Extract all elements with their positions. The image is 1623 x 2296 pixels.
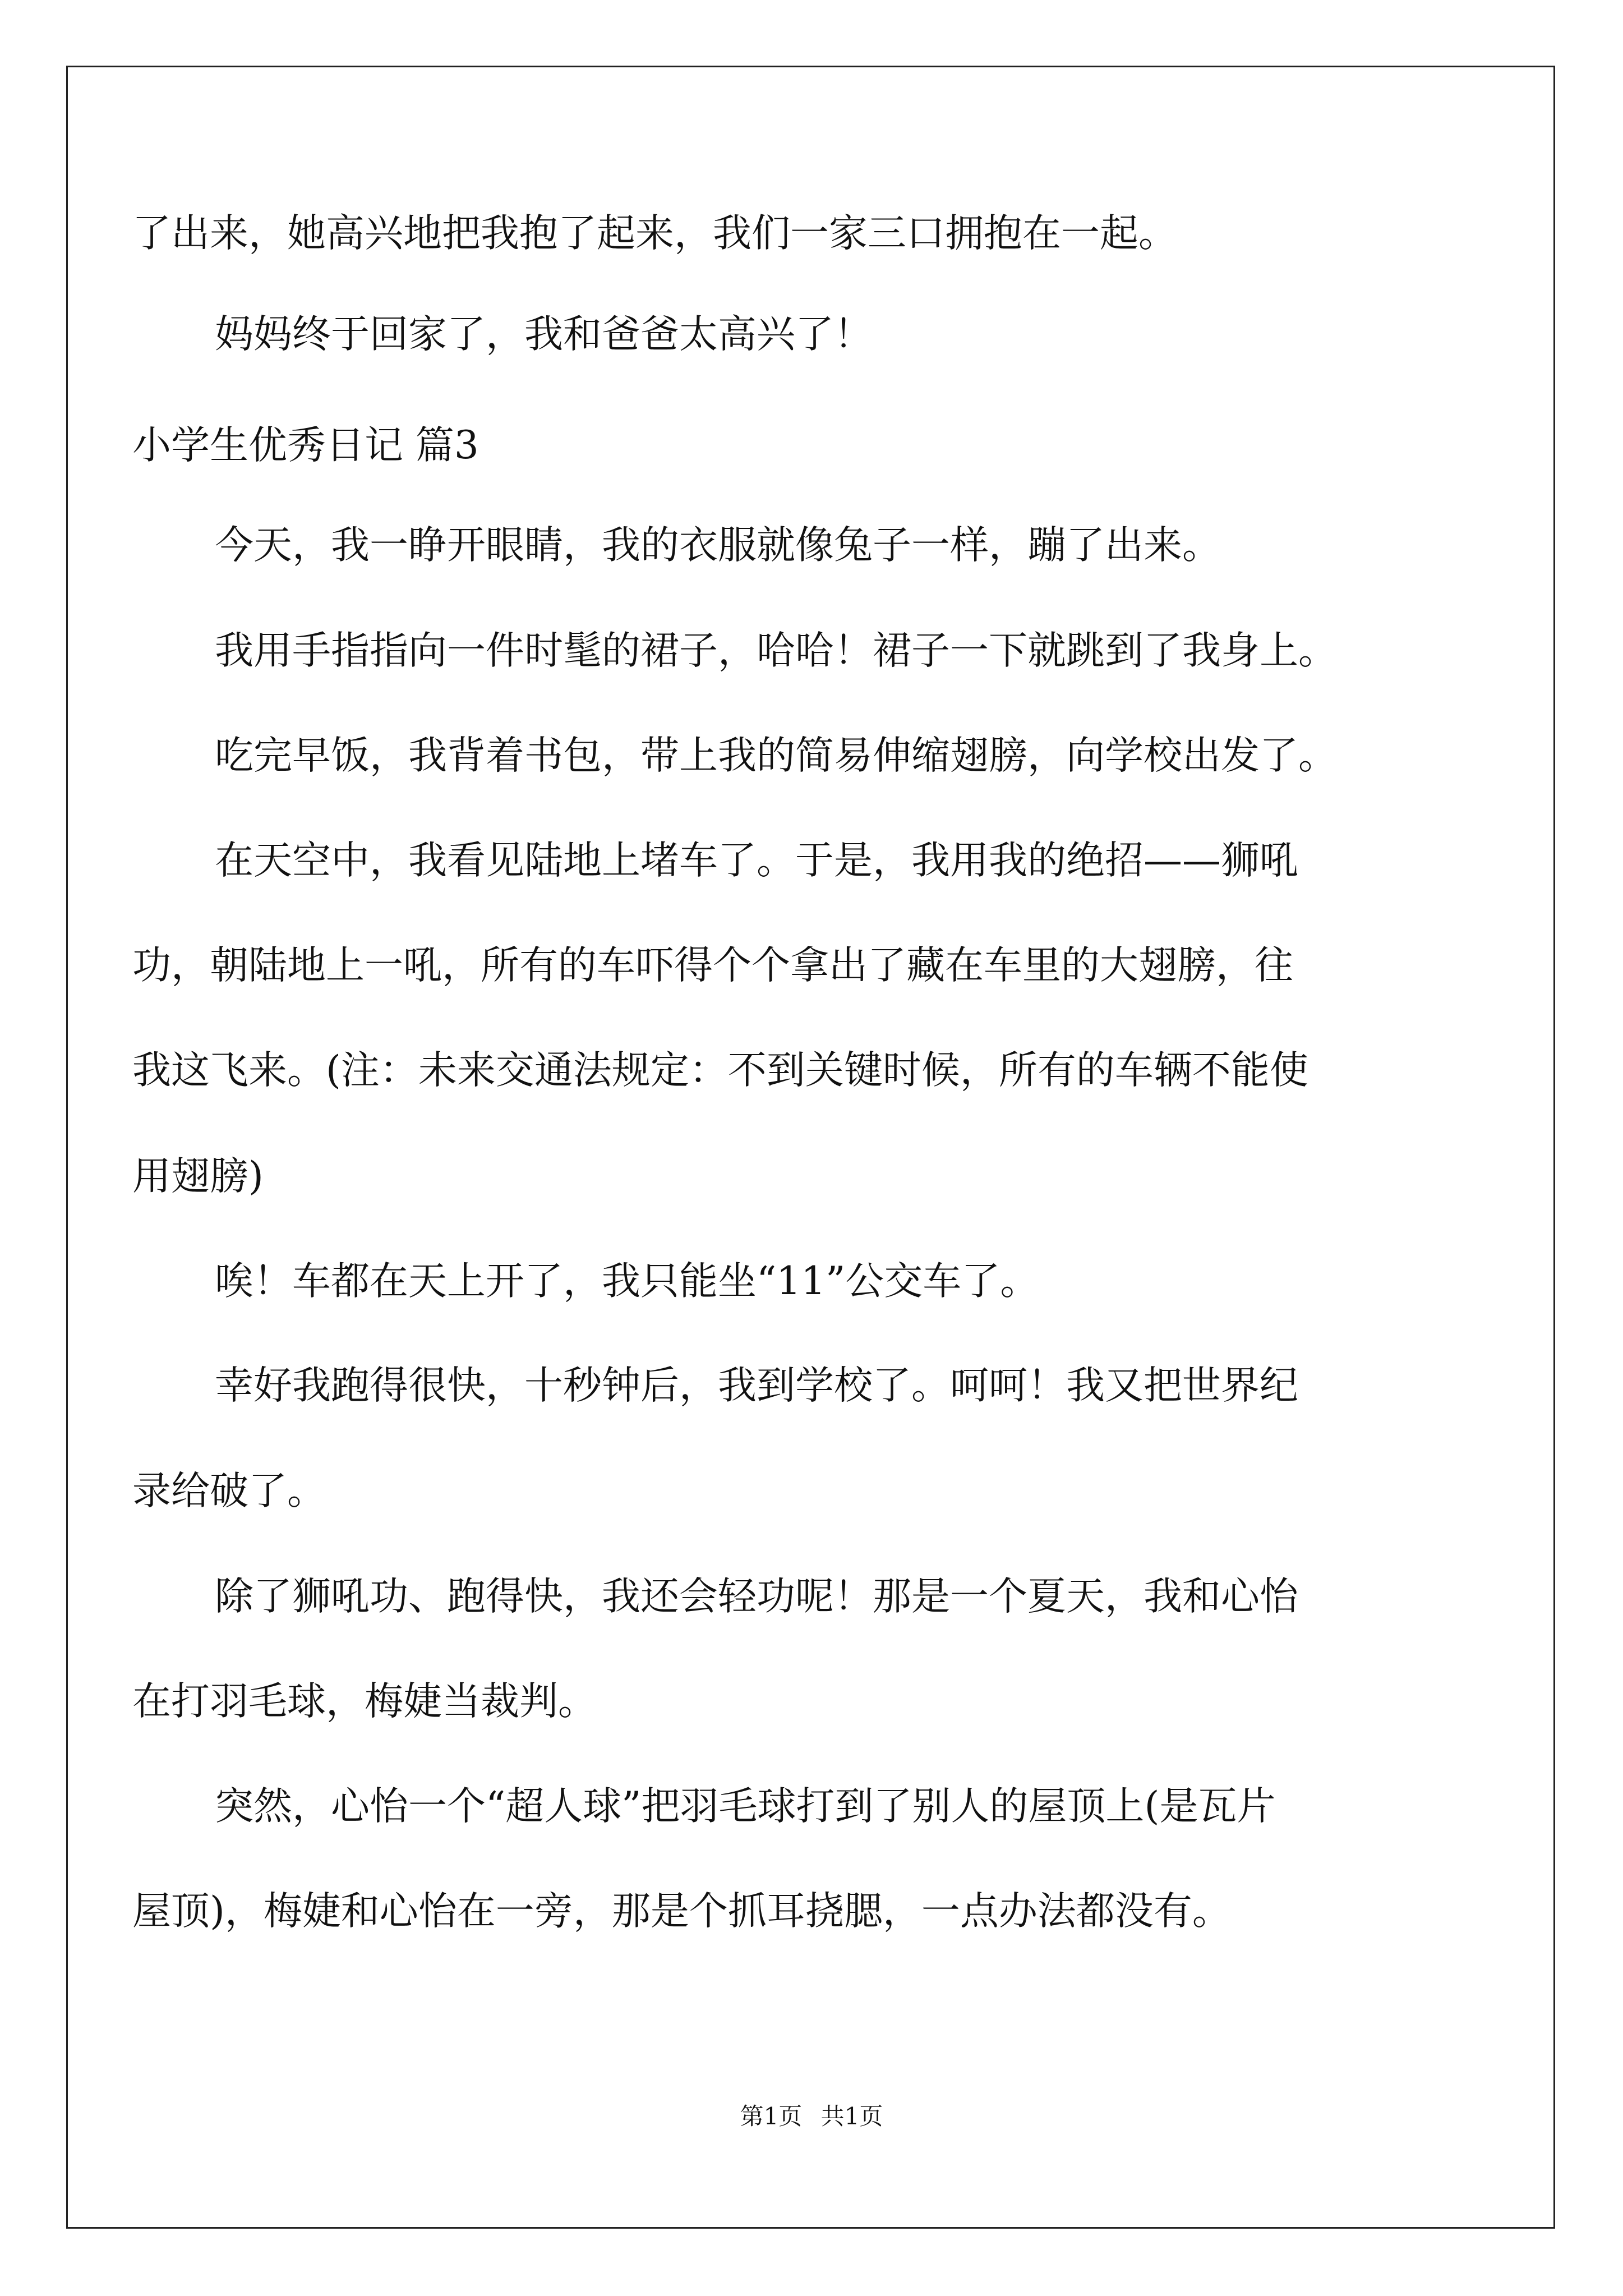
text-line-16: 突然，心怡一个“超人球”把羽毛球打到了别人的屋顶上(是瓦片 (215, 1784, 1276, 1829)
text-line-11: 唉！车都在天上开了，我只能坐“11”公交车了。 (215, 1259, 1039, 1304)
page-total: 共1页 (820, 2102, 883, 2130)
text-line-7: 在天空中，我看见陆地上堵车了。于是，我用我的绝招——狮吼 (215, 838, 1298, 883)
text-line-1: 了出来，她高兴地把我抱了起来，我们一家三口拥抱在一起。 (132, 211, 1177, 256)
text-line-5: 我用手指指向一件时髦的裙子，哈哈！裙子一下就跳到了我身上。 (215, 628, 1337, 673)
text-line-13: 录给破了。 (132, 1469, 326, 1513)
section-heading: 小学生优秀日记 篇3 (132, 423, 479, 468)
text-line-17: 屋顶)，梅婕和心怡在一旁，那是个抓耳挠腮，一点办法都没有。 (132, 1889, 1231, 1934)
page-footer (0, 2102, 1623, 2131)
text-line-14: 除了狮吼功、跑得快，我还会轻功呢！那是一个夏天，我和心怡 (215, 1574, 1298, 1619)
text-line-10: 用翅膀) (132, 1154, 264, 1199)
text-line-6: 吃完早饭，我背着书包，带上我的简易伸缩翅膀，向学校出发了。 (215, 733, 1337, 778)
text-line-15: 在打羽毛球，梅婕当裁判。 (132, 1679, 597, 1724)
page-number: 第1页 (740, 2102, 803, 2130)
text-line-9: 我这飞来。(注：未来交通法规定：不到关键时候，所有的车辆不能使 (132, 1048, 1308, 1093)
text-line-8: 功，朝陆地上一吼，所有的车吓得个个拿出了藏在车里的大翅膀，往 (132, 943, 1293, 988)
text-line-4: 今天，我一睁开眼睛，我的衣服就像兔子一样，蹦了出来。 (215, 523, 1221, 568)
text-line-2: 妈妈终于回家了，我和爸爸太高兴了！ (215, 312, 873, 357)
text-line-12: 幸好我跑得很快，十秒钟后，我到学校了。呵呵！我又把世界纪 (215, 1363, 1298, 1408)
